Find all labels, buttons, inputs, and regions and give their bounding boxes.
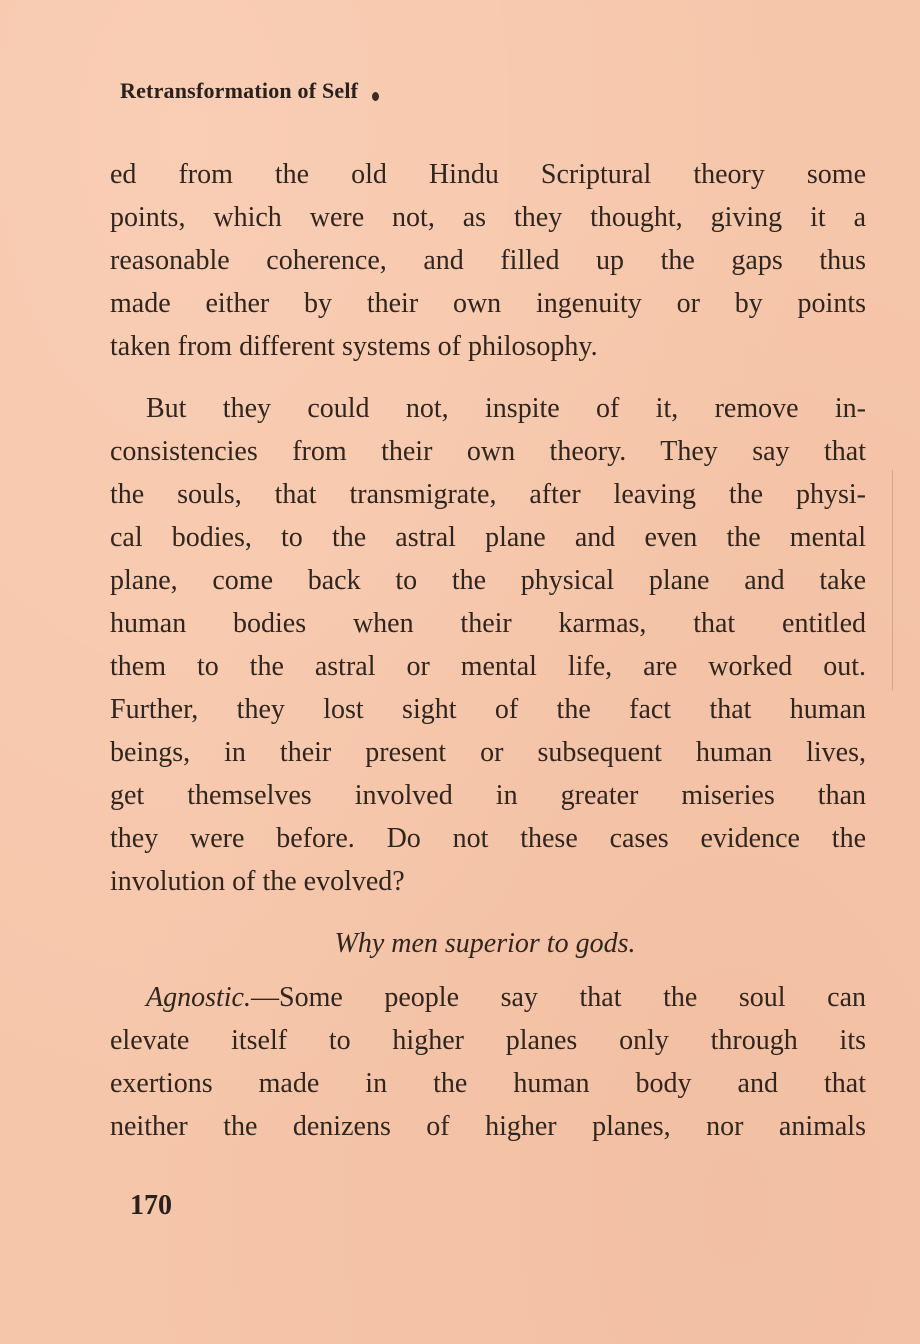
text-line: cal bodies, to the astral plane and even the mental	[110, 522, 866, 553]
text-line: neither the denizens of higher planes, nor animals	[110, 1111, 866, 1142]
paragraph-1	[110, 153, 866, 368]
text-line: consistencies from their own theory. They say that	[110, 436, 866, 467]
text-line: exertions made in the human body and that	[110, 1068, 866, 1099]
text-line: them to the astral or mental life, are worked out.	[110, 651, 866, 682]
ornament-dot-icon	[372, 92, 379, 101]
text-line	[110, 976, 866, 1019]
text-line: Further, they lost sight of the fact that human	[110, 694, 866, 725]
running-head-title: Retransformation of Self	[120, 78, 359, 103]
page-crease	[892, 470, 893, 690]
speaker-text: —Some people say that the soul can	[251, 982, 866, 1013]
text-line: get themselves involved in greater miseries than	[110, 780, 866, 811]
text-line: elevate itself to higher planes only through its	[110, 1025, 866, 1056]
paragraph-2	[110, 387, 866, 903]
text-line: But they could not, inspite of it, remove in-	[146, 393, 866, 424]
text-line: the souls, that transmigrate, after leaving the physi-	[110, 479, 866, 510]
page-number: 170	[130, 1190, 172, 1221]
text-line: reasonable coherence, and filled up the gaps thus	[110, 245, 866, 276]
speaker-label: Agnostic.	[146, 982, 251, 1013]
section-heading: Why men superior to gods.	[334, 928, 636, 959]
text-line: human bodies when their karmas, that entitled	[110, 608, 866, 639]
text-line: plane, come back to the physical plane and take	[110, 565, 866, 596]
text-line: involution of the evolved?	[110, 866, 405, 897]
text-line: points, which were not, as they thought, giving it a	[110, 202, 866, 233]
text-line: made either by their own ingenuity or by points	[110, 288, 866, 319]
running-head	[120, 78, 379, 104]
dialogue-paragraph	[110, 976, 866, 1148]
text-line: ed from the old Hindu Scriptural theory some	[110, 159, 866, 190]
text-line: taken from different systems of philosophy.	[110, 331, 598, 362]
text-line: beings, in their present or subsequent human lives,	[110, 737, 866, 768]
text-line: they were before. Do not these cases evidence the	[110, 823, 866, 854]
